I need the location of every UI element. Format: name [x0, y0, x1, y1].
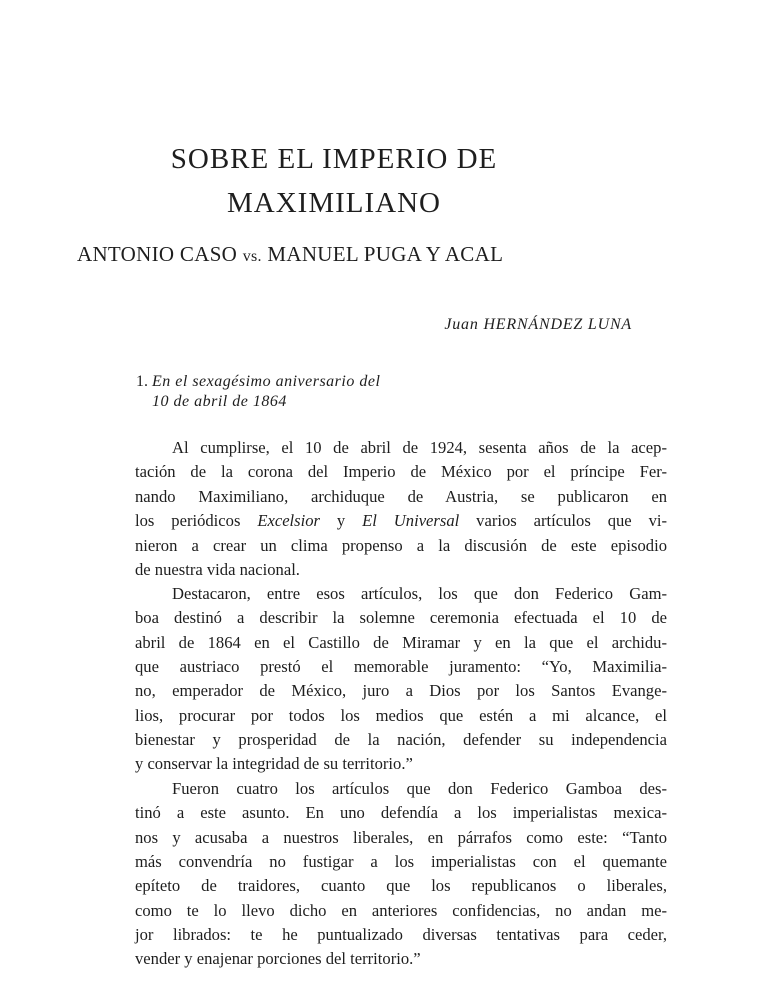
- body-line: epíteto de traidores, cuanto que los republicanos o liberales,: [135, 876, 667, 895]
- body-line: lios, procurar por todos los medios que estén a mi alcance, el: [135, 706, 667, 725]
- author-name: Juan HERNÁNDEZ LUNA: [444, 316, 632, 333]
- body-line: Al cumplirse, el 10 de abril de 1924, sesenta años de la acep-: [172, 438, 667, 457]
- section-heading-text-1: En el sexagésimo aniversario del: [152, 373, 381, 390]
- body-line: nos y acusaba a nuestros liberales, en párrafos como este: “Tanto: [135, 828, 667, 847]
- body-line: jor librados: te he puntualizado diversas tentativas para ceder,: [135, 925, 667, 944]
- body-line: tación de la corona del Imperio de México por el príncipe Fer-: [135, 462, 667, 481]
- body-line: los periódicos Excelsior y El Universal varios artículos que vi-: [135, 511, 667, 530]
- subtitle-part-1: ANTONIO CASO: [77, 242, 243, 266]
- body-line: que austriaco prestó el memorable juramento: “Yo, Maximilia-: [135, 657, 667, 676]
- article-title-line-1: SOBRE EL IMPERIO DE: [170, 143, 498, 175]
- body-line: Destacaron, entre esos artículos, los que don Federico Gam-: [172, 584, 667, 603]
- subtitle-vs: vs.: [242, 248, 262, 265]
- body-line: vender y enajenar porciones del territorio.”: [135, 949, 421, 968]
- subtitle-part-2: MANUEL PUGA Y ACAL: [261, 242, 504, 266]
- body-line: nieron a crear un clima propenso a la discusión de este episodio: [135, 536, 667, 555]
- section-number: 1.: [136, 373, 148, 390]
- body-line: abril de 1864 en el Castillo de Miramar y en la que el archidu-: [135, 633, 667, 652]
- body-line: bienestar y prosperidad de la nación, defender su independencia: [135, 730, 667, 749]
- section-heading-text-2: 10 de abril de 1864: [152, 393, 287, 410]
- body-line: no, emperador de México, juro a Dios por los Santos Evange-: [135, 681, 667, 700]
- body-line: de nuestra vida nacional.: [135, 560, 300, 579]
- body-line: nando Maximiliano, archiduque de Austria, se publicaron en: [135, 487, 667, 506]
- body-line: Fueron cuatro los artículos que don Federico Gamboa des-: [172, 779, 667, 798]
- body-line: más convendría no fustigar a los imperialistas con el quemante: [135, 852, 667, 871]
- body-line: como te lo llevo dicho en anteriores confidencias, no andan me-: [135, 901, 667, 920]
- article-title-line-2: MAXIMILIANO: [227, 187, 441, 219]
- section-heading-line-2: [152, 393, 287, 411]
- body-line: boa destinó a describir la solemne ceremonia efectuada el 10 de: [135, 608, 667, 627]
- body-line: tinó a este asunto. En uno defendía a los imperialistas mexica-: [135, 803, 667, 822]
- section-heading-line-1: [136, 373, 380, 391]
- article-subtitle: [77, 242, 503, 267]
- body-line: y conservar la integridad de su territorio.”: [135, 754, 413, 773]
